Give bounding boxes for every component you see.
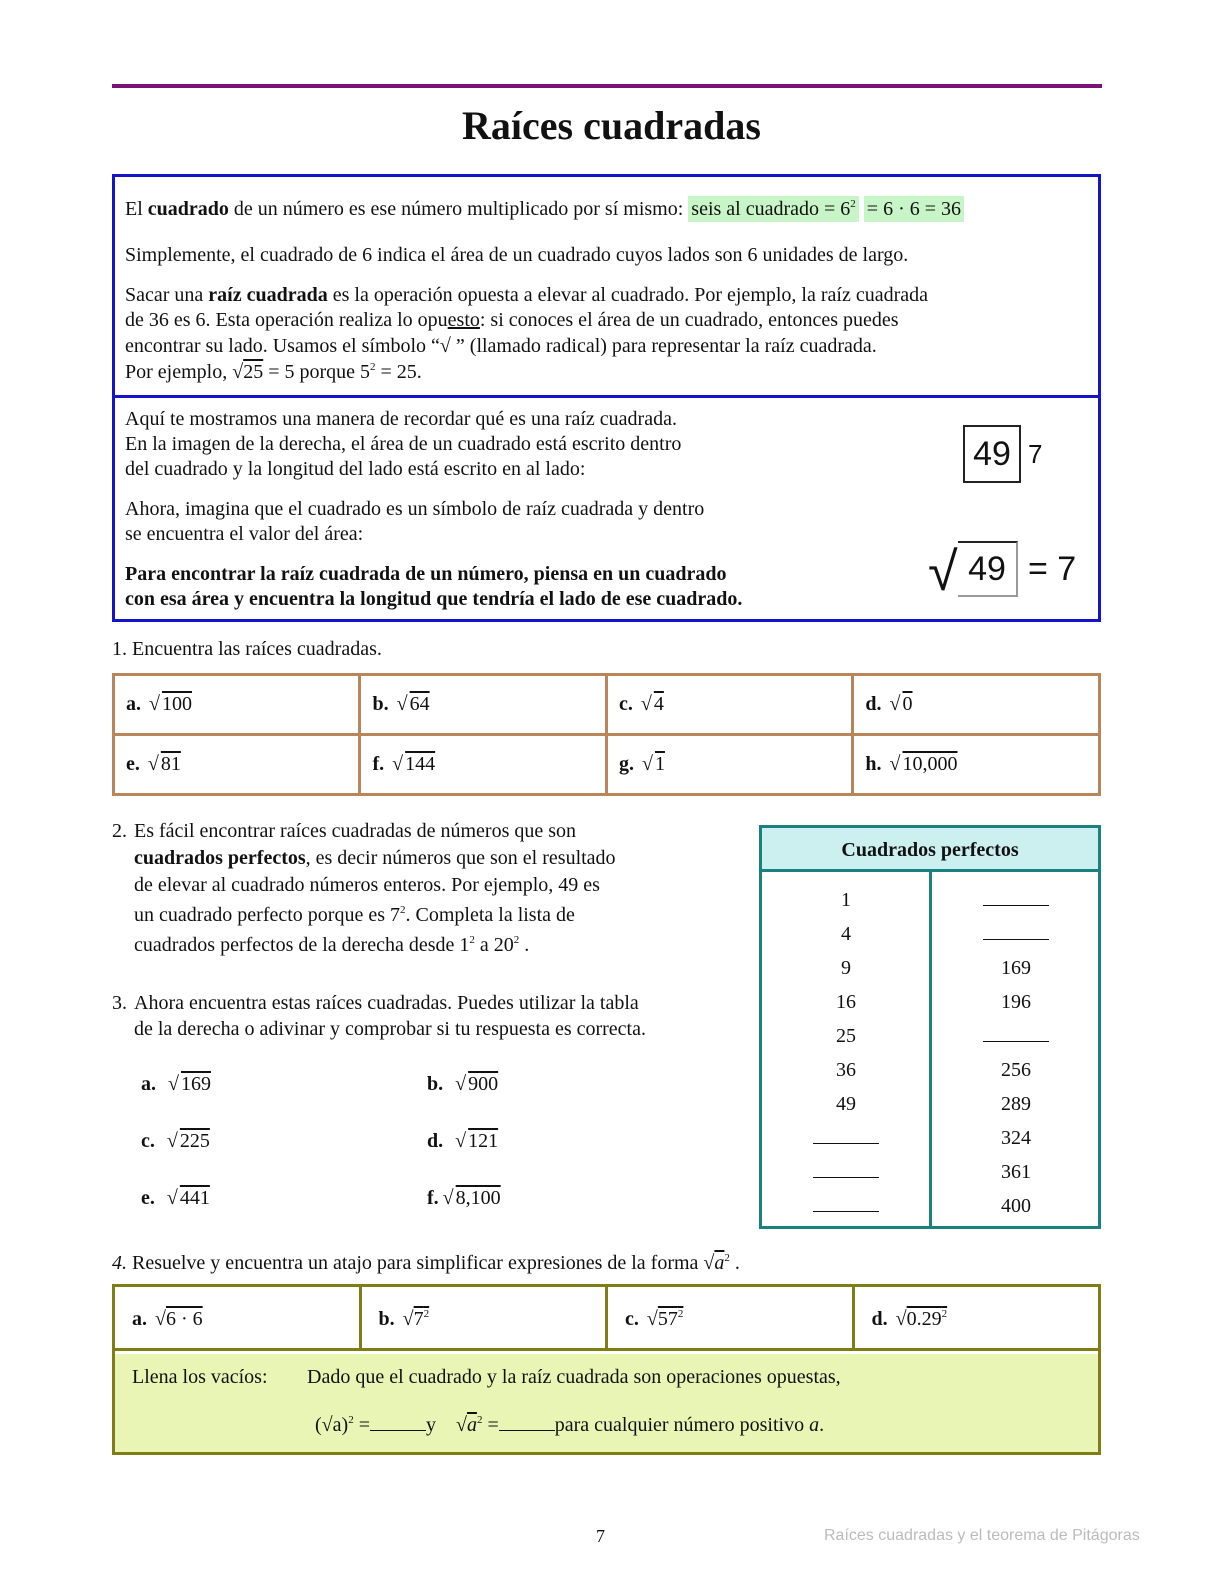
perfect-square-value: 36 — [836, 1059, 856, 1081]
fill-in-blanks-panel — [115, 1354, 1098, 1452]
page-number: 7 — [596, 1526, 605, 1546]
q1-item-h[interactable]: h. √ 10,000 — [853, 735, 1100, 795]
perfect-square-value: 1 — [841, 889, 851, 911]
intro-p4-line2: En la imagen de la derecha, el área de un cuadrado está escrito dentro — [125, 433, 682, 455]
term-cuadrado: cuadrado — [147, 198, 229, 220]
q3-item-e[interactable]: e. √ 441 — [141, 1187, 210, 1209]
fill-text: Dado que el cuadrado y la raíz cuadrada son operaciones opuestas, — [307, 1366, 841, 1388]
intro-p3-line4: Por ejemplo, √25 = 5 porque $5^2 = 25$. — [125, 361, 422, 383]
q4-box — [112, 1284, 1101, 1455]
intro-p2: Simplemente, el cuadrado de 6 indica el área de un cuadrado cuyos lados son 6 unidades de largo. — [125, 244, 909, 266]
q1-item-d[interactable]: d. √ 0 — [853, 675, 1100, 735]
radical-result: = 7 — [1028, 550, 1077, 588]
q1-label: 1. Encuentra las raíces cuadradas. — [112, 638, 382, 660]
blank-line[interactable] — [983, 1028, 1049, 1042]
blank-line[interactable] — [983, 892, 1049, 906]
blank-line[interactable] — [813, 1198, 879, 1212]
intro-p5-line1: Ahora, imagina que el cuadrado es un símbolo de raíz cuadrada y dentro — [125, 498, 705, 520]
q3-item-c[interactable]: c. √ 225 — [141, 1130, 210, 1152]
perfect-square-blank[interactable] — [766, 1126, 926, 1150]
intro-box — [112, 174, 1101, 622]
intro-p6-line1: Para encontrar la raíz cuadrada de un número, piensa en un cuadrado — [125, 563, 727, 585]
highlight-six-times-six: = 6 · 6 = 36 — [864, 196, 964, 222]
q1-item-e[interactable]: e. √ 81 — [114, 735, 360, 795]
intro-p3-line3: encontrar su lado. Usamos el símbolo “√ ” (llamado radical) para representar la raíz cuadrada. — [125, 335, 877, 357]
area-square-figure: 49 — [963, 425, 1021, 483]
perfect-square-value: 9 — [841, 957, 851, 979]
highlight-six-squared: seis al cuadrado = $6^2$ — [688, 196, 859, 222]
answer-blank-1[interactable] — [370, 1415, 426, 1431]
q1-item-f[interactable]: f. √ 144 — [360, 735, 606, 795]
top-rule — [112, 84, 1102, 88]
q1-item-c[interactable]: c. √ 4 — [606, 675, 852, 735]
q4-item-c[interactable]: c. $√57^2$ — [608, 1287, 855, 1348]
q4-item-a[interactable]: a. √6 · 6 — [115, 1287, 362, 1348]
intro-p4-line3: del cuadrado y la longitud del lado está escrito en al lado: — [125, 458, 586, 480]
perfect-square-blank[interactable] — [936, 1024, 1096, 1048]
perfect-square-blank[interactable] — [936, 888, 1096, 912]
term-raiz-cuadrada: raíz cuadrada — [208, 284, 328, 306]
intro-p4-line1: Aquí te mostramos una manera de recordar qué es una raíz cuadrada. — [125, 408, 677, 430]
radical-area-box: 49 — [958, 541, 1018, 597]
answer-blank-2[interactable] — [499, 1415, 555, 1431]
q1-item-b[interactable]: b. √ 64 — [360, 675, 606, 735]
radical-icon: √ — [928, 542, 958, 602]
blank-line[interactable] — [983, 926, 1049, 940]
q2-text: 2. Es fácil encontrar raíces cuadradas de números que son cuadrados perfectos, es decir números que son el resultado de elevar al cuadrado números enteros. Por ejemplo, 49 es un cuadrado perfecto porque es $7^2$. Completa la lista de cuadrados perfectos de la derecha desde $1^2$ a $20^2$ . — [112, 820, 616, 956]
perfect-square-value: 289 — [1001, 1093, 1031, 1115]
perfect-square-value: 196 — [1001, 991, 1031, 1013]
intro-p3-line2: de 36 es 6. Esta operación realiza lo opuesto: si conoces el área de un cuadrado, entonces puedes — [125, 309, 899, 331]
blank-line[interactable] — [813, 1130, 879, 1144]
square-side-label: 7 — [1028, 439, 1043, 469]
q4-label: 4. Resuelve y encuentra un atajo para simplificar expresiones de la forma $√a^2$ . — [112, 1252, 740, 1274]
perfect-square-value: 256 — [1001, 1059, 1031, 1081]
q4-item-d[interactable]: d. √0.29$^2$ — [871, 1308, 948, 1330]
radical-figure — [928, 537, 1088, 607]
perfect-square-value: 25 — [836, 1025, 856, 1047]
q3-item-d[interactable]: d. √ 121 — [427, 1130, 499, 1152]
perfect-square-value: 324 — [1001, 1127, 1031, 1149]
perfect-square-value: 4 — [841, 923, 851, 945]
perfect-square-value: 361 — [1001, 1161, 1031, 1183]
perfect-square-value: 49 — [836, 1093, 856, 1115]
q1-table — [112, 673, 1101, 796]
intro-p6-line2: con esa área y encuentra la longitud que tendría el lado de ese cuadrado. — [125, 588, 743, 610]
perfect-square-blank[interactable] — [936, 922, 1096, 946]
q3-item-a[interactable]: a. √ 169 — [141, 1073, 211, 1095]
perfect-squares-header: Cuadrados perfectos — [762, 828, 1098, 872]
q3-text: 3. Ahora encuentra estas raíces cuadradas. Puedes utilizar la tabla de la derecha o adivinar y comprobar si tu respuesta es correcta. — [112, 992, 646, 1040]
footer-title: Raíces cuadradas y el teorema de Pitágoras — [824, 1527, 1140, 1544]
q3-item-b[interactable]: b. √ 900 — [427, 1073, 499, 1095]
column-divider — [929, 872, 932, 1226]
perfect-square-blank[interactable] — [766, 1194, 926, 1218]
perfect-square-value: 169 — [1001, 957, 1031, 979]
fill-expression: $(√a)^2 = y$ $√a^2$ = para cualquier número positivo a. — [315, 1414, 825, 1436]
intro-p5-line2: se encuentra el valor del área: — [125, 523, 364, 545]
fill-label: Llena los vacíos: — [132, 1366, 268, 1388]
perfect-squares-table — [759, 825, 1101, 1229]
q4-item-b[interactable]: b. $√7^2$ — [362, 1287, 609, 1348]
q3-item-f[interactable]: f. √ 8,100 — [427, 1187, 501, 1209]
q4-items-row — [115, 1287, 1098, 1351]
intro-p1: El cuadrado de un número es ese número multiplicado por sí mismo: seis al cuadrado = $6^2 = 6 \cdot 6 = 36$ — [125, 197, 964, 222]
perfect-square-value: 400 — [1001, 1195, 1031, 1217]
q1-item-a[interactable]: a. √ 100 — [114, 675, 360, 735]
intro-p3-line1: Sacar una raíz cuadrada es la operación opuesta a elevar al cuadrado. Por ejemplo, la raíz cuadrada — [125, 284, 928, 306]
intro-divider — [115, 395, 1098, 398]
perfect-square-blank[interactable] — [766, 1160, 926, 1184]
q1-item-g[interactable]: g. √ 1 — [606, 735, 852, 795]
blank-line[interactable] — [813, 1164, 879, 1178]
perfect-square-value: 16 — [836, 991, 856, 1013]
page-title: Raíces cuadradas — [462, 103, 761, 148]
